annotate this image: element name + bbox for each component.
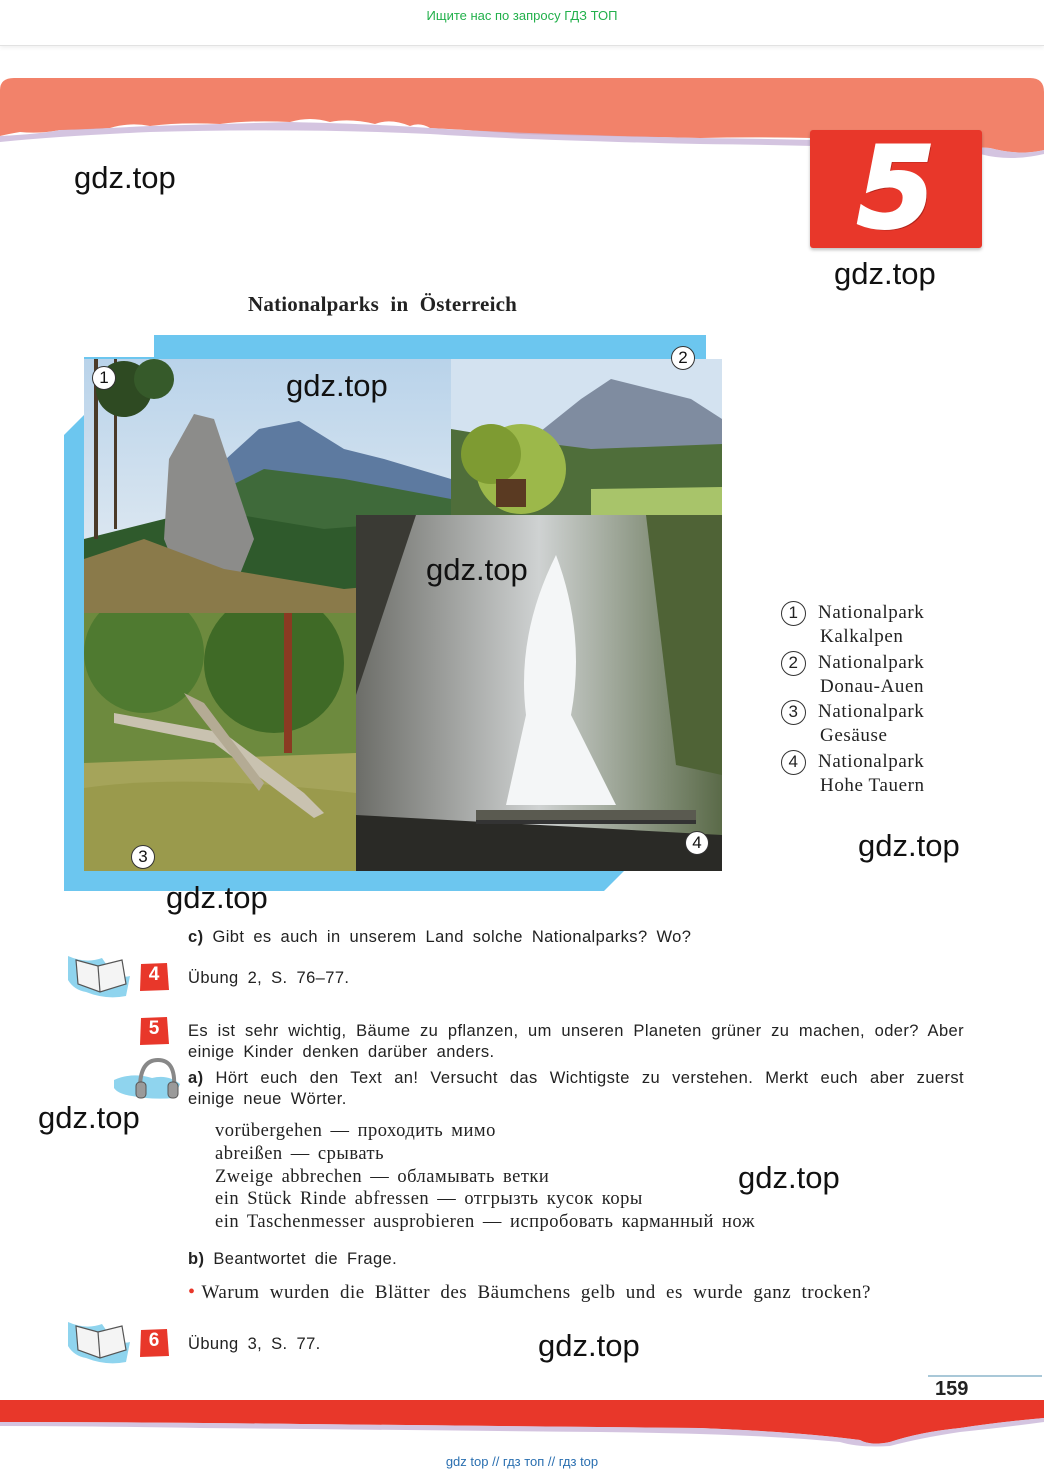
search-hint-link[interactable]: Ищите нас по запросу ГДЗ ТОП — [426, 8, 618, 23]
photo-gesaeuse — [84, 613, 356, 871]
chapter-badge — [810, 124, 982, 254]
photo-number: 4 — [685, 831, 709, 855]
headphones-icon — [112, 1054, 182, 1102]
workbook-icon — [66, 1316, 132, 1366]
vocab-item: ein Stück Rinde abfressen — отгрызть кусок коры — [215, 1189, 643, 1210]
watermark: gdz.top — [738, 1160, 840, 1195]
watermark: gdz.top — [166, 880, 268, 915]
legend-item — [780, 650, 1020, 700]
task5-a-label: a) — [188, 1069, 204, 1087]
footer-band — [0, 1398, 1044, 1448]
photo-number: 2 — [671, 346, 695, 370]
chapter-number: 5 — [857, 124, 935, 254]
legend-line1: Nationalpark — [818, 750, 925, 772]
task-number-badge — [138, 962, 170, 992]
legend-line1: Nationalpark — [818, 701, 925, 722]
watermark: gdz.top — [74, 160, 176, 195]
task5-a-text: Hört euch den Text an! Versucht das Wichtigste zu verstehen. Merkt euch aber zuerst einige neue Wörter. — [188, 1069, 965, 1108]
park-legend — [780, 600, 1020, 798]
photo-number: 1 — [92, 366, 116, 390]
legend-number: 4 — [781, 750, 806, 775]
legend-line2: Gesäuse — [820, 725, 888, 746]
task4-text: Übung 2, S. 76–77. — [188, 969, 350, 987]
task5-b — [188, 1250, 397, 1269]
legend-line1: Nationalpark — [818, 602, 925, 623]
legend-line2: Hohe Tauern — [820, 774, 925, 796]
vocab-item: abreißen — срывать — [215, 1143, 385, 1164]
legend-item — [780, 699, 1020, 749]
task-c-label: c) — [188, 928, 204, 946]
task-c — [188, 928, 691, 947]
task5-intro: Es ist sehr wichtig, Bäume zu pflanzen, um unseren Planeten grüner zu machen, oder? Aber einige Kinder denken darüber anders. — [188, 1022, 964, 1061]
top-bar — [0, 0, 1044, 46]
legend-item — [780, 749, 1020, 799]
legend-line1: Nationalpark — [818, 651, 925, 673]
page-number-rule — [928, 1375, 1042, 1377]
photo-collage — [64, 335, 724, 891]
workbook-icon — [66, 950, 132, 1000]
task-number-badge — [138, 1328, 170, 1358]
task-number: 5 — [148, 1018, 160, 1039]
bullet-icon: • — [188, 1281, 196, 1303]
watermark: gdz.top — [858, 828, 960, 863]
task-number-badge — [138, 1016, 170, 1046]
photo-donau-auen — [451, 359, 722, 515]
task5-a — [188, 1068, 964, 1110]
legend-number: 3 — [781, 700, 806, 725]
task6-text: Übung 3, S. 77. — [188, 1335, 321, 1353]
legend-line2: Kalkalpen — [820, 626, 904, 647]
vocabulary-list — [215, 1120, 755, 1234]
photo-hohe-tauern — [356, 515, 722, 871]
watermark: gdz.top — [426, 552, 528, 587]
watermark: gdz.top — [286, 368, 388, 403]
task5-b-text: Beantwortet die Frage. — [213, 1250, 398, 1268]
vocab-item: Zweige abbrechen — обламывать ветки — [215, 1166, 550, 1187]
footer-links[interactable]: gdz top // гдз топ // гдз top — [445, 1454, 599, 1469]
watermark: gdz.top — [834, 256, 936, 291]
task-number: 4 — [148, 964, 160, 985]
legend-number: 2 — [781, 651, 806, 676]
photo-number: 3 — [131, 845, 155, 869]
page-title: Nationalparks in Österreich — [248, 292, 518, 316]
watermark: gdz.top — [538, 1328, 640, 1363]
vocab-item: vorübergehen — проходить мимо — [215, 1121, 496, 1141]
question — [188, 1281, 871, 1304]
task5-b-label: b) — [188, 1250, 205, 1268]
page-number: 159 — [935, 1378, 969, 1400]
task-c-text: Gibt es auch in unserem Land solche Nationalparks? Wo? — [212, 928, 692, 946]
legend-number: 1 — [781, 601, 806, 626]
question-text: Warum wurden die Blätter des Bäumchens gelb und es wurde ganz trocken? — [201, 1282, 871, 1303]
legend-line2: Donau-Auen — [820, 675, 925, 697]
task-number: 6 — [148, 1330, 160, 1351]
watermark: gdz.top — [38, 1100, 140, 1135]
legend-item — [780, 600, 1020, 650]
vocab-item: ein Taschenmesser ausprobieren — испробовать карманный нож — [215, 1212, 755, 1233]
